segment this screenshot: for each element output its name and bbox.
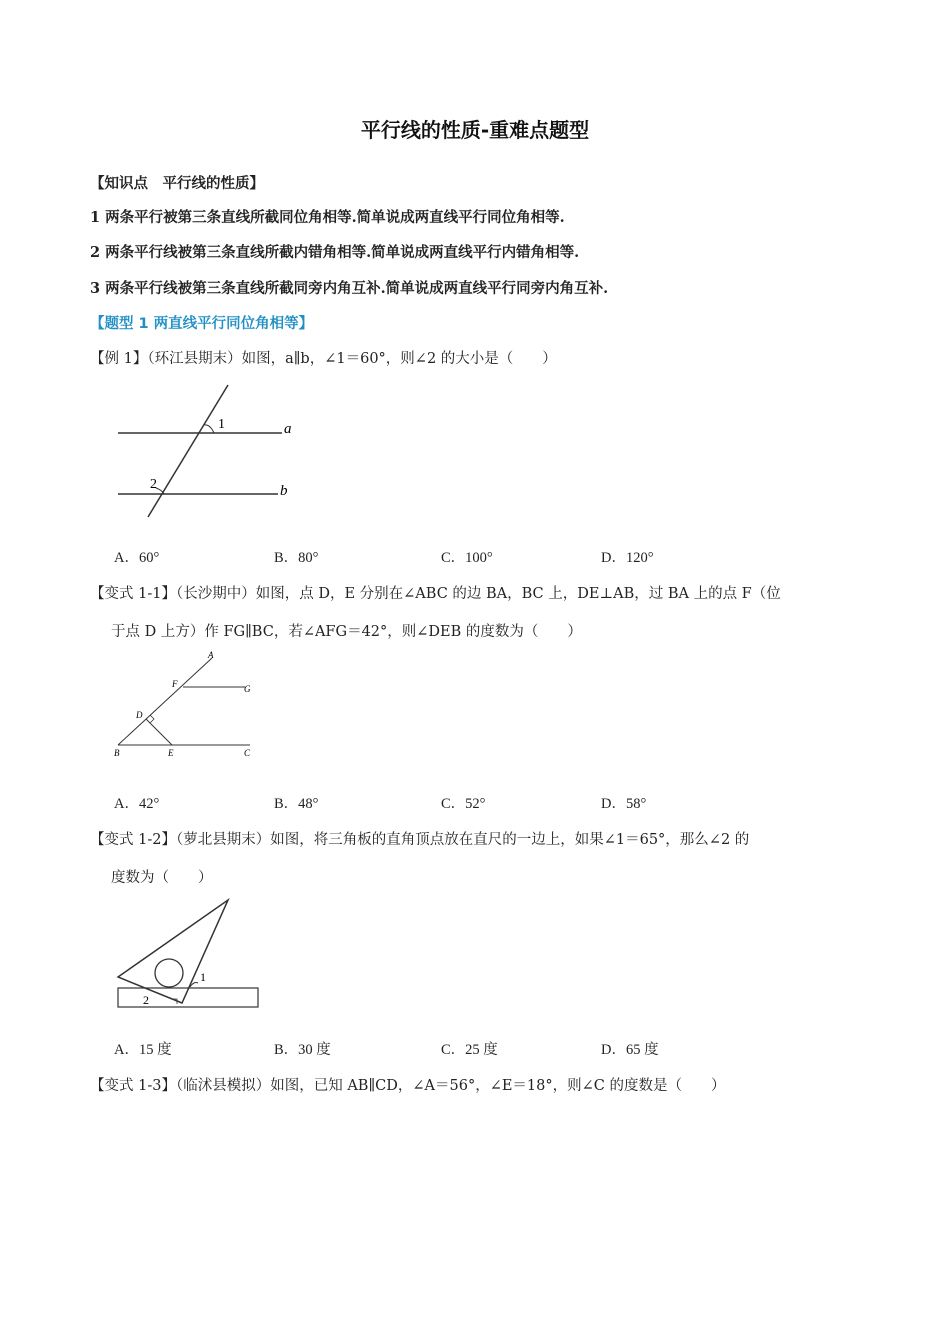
variant-1-2-option-c: C．25 度 — [441, 1042, 498, 1058]
point-a-label: A — [208, 650, 214, 660]
knowledge-item-3: 3 两条平行线被第三条直线所截同旁内角互补.简单说成两直线平行同旁内角互补. — [90, 280, 609, 297]
variant-1-2-tag: 【变式 1-2】 — [90, 832, 176, 848]
line-b-label: b — [280, 483, 288, 499]
variant-1-2-option-b: B．30 度 — [274, 1042, 331, 1058]
variant-1-2-figure — [110, 895, 270, 1019]
knowledge-item-1: 1 两条平行被第三条直线所截同位角相等.简单说成两直线平行同位角相等. — [90, 209, 565, 226]
variant-1-3-tag: 【变式 1-3】 — [90, 1078, 176, 1094]
variant-1-2-text-1: （萝北县期末）如图，将三角板的直角顶点放在直尺的一边上，如果∠1＝65°，那么∠2 的 — [175, 832, 750, 848]
variant-1-1-option-a: A．42° — [114, 796, 160, 812]
example-1-option-c: C．100° — [441, 550, 493, 566]
variant-1-1-text-1: （长沙期中）如图，点 D，E 分别在∠ABC 的边 BA，BC 上，DE⊥AB，过 BA 上的点 F（位 — [175, 586, 781, 602]
example-1-option-a: A．60° — [114, 550, 160, 566]
variant-1-1-option-c: C．52° — [441, 796, 486, 812]
variant-1-2-question-line1 — [90, 828, 749, 849]
example-1-tag: 【例 1】 — [90, 351, 148, 367]
point-f-label: F — [172, 679, 178, 689]
variant-1-2-option-d: D．65 度 — [601, 1042, 659, 1058]
example-1-text: （环江县期末）如图，a∥b，∠1＝60°，则∠2 的大小是（ ） — [147, 351, 557, 367]
variant-1-3-question — [90, 1074, 725, 1095]
variant-1-1-tag: 【变式 1-1】 — [90, 586, 176, 602]
example-1-figure — [110, 380, 310, 529]
example-1-option-b: B．80° — [274, 550, 319, 566]
variant-1-2-option-a: A．15 度 — [114, 1042, 172, 1058]
knowledge-header: 【知识点 平行线的性质】 — [90, 175, 264, 192]
point-e-label: E — [168, 748, 174, 758]
variant-1-2-question-line2: 度数为（ ） — [111, 870, 213, 886]
variant-1-3-text: （临沭县模拟）如图，已知 AB∥CD，∠A＝56°，∠E＝18°，则∠C 的度数是（ ） — [175, 1078, 726, 1094]
point-c-label: C — [244, 748, 251, 758]
angle-1-label: 1 — [200, 970, 206, 984]
variant-1-1-question-line2: 于点 D 上方）作 FG∥BC，若∠AFG＝42°，则∠DEB 的度数为（ ） — [111, 624, 582, 640]
angle-2-label: 2 — [143, 993, 149, 1007]
point-b-label: B — [114, 748, 120, 758]
variant-1-1-option-d: D．58° — [601, 796, 647, 812]
point-g-label: G — [244, 684, 251, 694]
line-a-label: a — [284, 421, 292, 437]
variant-1-1-question-line1 — [90, 582, 781, 603]
section-header-type1: 【题型 1 两直线平行同位角相等】 — [90, 316, 314, 332]
angle-1-label: 1 — [218, 417, 225, 432]
knowledge-item-2: 2 两条平行线被第三条直线所截内错角相等.简单说成两直线平行内错角相等. — [90, 244, 580, 261]
page-title: 平行线的性质-重难点题型 — [360, 118, 590, 142]
variant-1-1-figure — [108, 648, 268, 767]
example-1-question — [90, 347, 557, 368]
example-1-option-d: D．120° — [601, 550, 654, 566]
angle-2-label: 2 — [150, 477, 157, 492]
variant-1-1-option-b: B．48° — [274, 796, 319, 812]
point-d-label: D — [136, 710, 143, 720]
